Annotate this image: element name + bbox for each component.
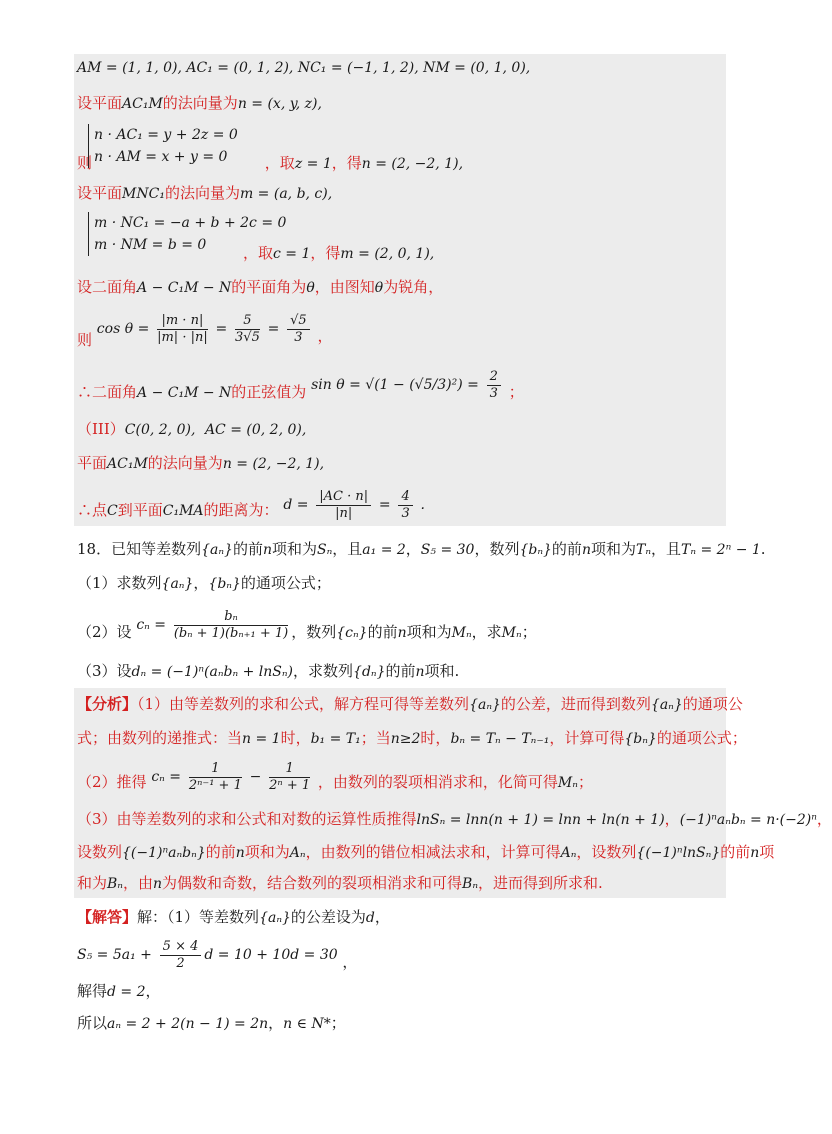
analysis-p1f: ；当 [360,729,391,747]
answer-l1c: ， [374,908,390,926]
analysis-p5c: 为偶数和奇数，结合数列的裂项相消求和可得 [162,874,463,892]
system2-eq2: m · NM = b = 0 [94,237,207,253]
analysis-frac1-num: 1 [189,761,242,778]
analysis-p2b: ，由数列的裂项相消求和，化简可得 [317,773,558,791]
analysis-p1c: 的通项公 [682,695,743,713]
sin-lhs: sin θ = √(1 − (√5/3)²) = [311,377,479,393]
vec-ac: AC = (0, 2, 0), [204,422,307,438]
p18-t6: 项和为 [590,540,636,558]
analysis-p4n: n [235,845,245,861]
analysis-p1e: 时， [280,729,311,747]
analysis-p4c: 项和为 [244,843,290,861]
dist-frac1 [316,489,371,522]
dihedral-line [77,276,443,299]
dist-text1: ∴点 [77,501,108,519]
analysis-An2: Aₙ [560,845,577,861]
analysis-frac2-num: 1 [269,761,310,778]
plane2-normal-line [77,182,332,205]
answer-l3b: d = 2 [107,984,146,1000]
analysis-frac1 [189,761,242,794]
analysis-p5a: 和为 [77,874,108,892]
answer-l2-tail: ， [342,953,358,971]
problem18-stem [77,538,766,561]
analysis-p1g: 时， [420,729,451,747]
analysis-an-2: {aₙ} [650,697,683,713]
analysis-Bn: Bₙ [107,876,123,892]
answer-line3 [77,980,161,1003]
analysis-p5d: ，进而得到所求和. [478,874,603,892]
analysis-prod: (−1)ⁿaₙbₙ = n·(−2)ⁿ [679,812,817,828]
analysis-p5b: ，由 [122,874,153,892]
sin-frac-num: 2 [487,369,501,386]
plane-text1: 平面 [77,454,108,472]
analysis-ln-eq: lnSₙ = lnn(n + 1) = lnn + ln(n + 1) [416,812,665,828]
plane1-text1: 设平面 [77,94,123,112]
q3-tail: 项和. [424,662,460,680]
p18-t4: ，数列 [474,540,520,558]
dist-plane: C₁MA [162,503,204,519]
analysis-bn: {bₙ} [624,731,657,747]
take2-cond: c = 1 [273,246,311,262]
plane2-text2: 的法向量为 [164,184,240,202]
analysis-frac2 [269,761,310,794]
answer-l4e: ； [330,1014,346,1032]
plane2-text1: 设平面 [77,184,123,202]
dist-text2: 到平面 [117,501,163,519]
q2-frac [174,609,288,642]
p18-Sn: Sₙ [317,542,333,558]
dist-frac1-den: |n| [335,505,353,521]
plane1-text2: 的法向量为 [162,94,238,112]
dist-eq: = [378,497,391,513]
analysis-p4b: 的前 [205,843,236,861]
cos-tail: ， [317,327,333,345]
answer-l3c: ， [145,982,161,1000]
plane2-name: MNC₁ [122,186,165,202]
plane1-name: AC₁M [122,96,163,112]
cos-frac3-num: √5 [287,313,310,330]
dihedral-text4: 为锐角， [383,278,444,296]
analysis-Mn: Mₙ [557,775,578,791]
q2-text: （2）设 [77,623,132,641]
p18-an: {aₙ} [201,542,233,558]
dihedral-angle: A − C₁M − N [137,280,232,296]
q2-frac-num: bₙ [174,609,288,626]
q3-t2: 的前 [385,662,416,680]
take-cond: z = 1 [294,156,332,172]
p18-num: 18．已知等差数列 [77,540,202,558]
then-label: 则 [77,154,93,172]
analysis-line1 [77,693,743,716]
analysis-sep: ， [664,810,680,828]
q1-sep: ， [193,574,209,592]
analysis-line2 [77,727,747,750]
q2-frac-den: (bₙ + 1)(bₙ₊₁ + 1) [173,625,289,641]
analysis-p5n: n [153,876,163,892]
dist-tail: . [420,497,425,513]
dist-text3: 的距离为： [203,501,279,519]
q2-n: n [397,625,407,641]
take2-text: ，取 [243,244,274,262]
cos-frac1-den: |m| · |n| [157,329,208,345]
theta-symbol-2: θ [374,280,384,296]
answer-line2 [77,934,357,975]
analysis-p1i: 的通项公式； [656,729,747,747]
answer-frac [160,939,202,972]
system1-result-line [77,152,463,175]
vectors-text: AM = (1, 1, 0), AC₁ = (0, 1, 2), NC₁ = (−1, 1, 2), NM = (0, 1, 0), [77,60,531,76]
sin-line [77,364,524,405]
cos-eq2: = [267,321,280,337]
plane2-normal-vec: m = (a, b, c), [239,186,333,202]
dihedral-text3: ，由图知 [314,278,375,296]
sin-prefix: ∴二面角 [77,383,138,401]
system1-eq1: n · AC₁ = y + 2z = 0 [94,127,238,143]
plane1-normal-vec: n = (x, y, z), [237,96,322,112]
q2-t2: 的前 [367,623,398,641]
sin-angle: A − C₁M − N [137,385,232,401]
p18-bn: {bₙ} [519,542,552,558]
p18-Tn: Tₙ [635,542,651,558]
dist-frac2-num: 4 [398,489,412,506]
normal-n-result: n = (2, −2, 1), [361,156,464,172]
cos-frac1-num: |m · n| [157,313,208,330]
analysis-n2: n≥2 [390,731,421,747]
q3-def: dₙ = (−1)ⁿ(aₙbₙ + lnSₙ) [131,664,294,680]
analysis-p4e: ，设数列 [576,843,637,861]
get2-text: ，得 [310,244,341,262]
answer-l1b: 的公差设为 [290,908,366,926]
analysis-p4g: 项 [759,843,775,861]
analysis-p4f: 的前 [720,843,751,861]
q1-a: {aₙ} [161,576,194,592]
system1-eq2: n · AM = x + y = 0 [94,149,228,165]
p18-sep: ， [405,540,421,558]
q2-c: {cₙ} [336,625,368,641]
analysis-p4d: ，由数列的错位相减法求和，计算可得 [305,843,561,861]
answer-l4d: n ∈ N* [283,1016,331,1032]
q3-n: n [415,664,425,680]
vectors-line [77,56,530,79]
part3-label: （III） [77,420,125,438]
cos-frac2-num: 5 [235,313,260,330]
p18-t1: 的前 [232,540,263,558]
cos-frac2 [235,313,260,346]
q2-tail: ； [521,623,537,641]
plane-normal-line [77,452,324,475]
cos-frac2-den: 3√5 [235,329,260,345]
q1-b: {bₙ} [208,576,241,592]
analysis-n1: n = 1 [242,731,281,747]
q2-lhs: cₙ = [136,617,167,633]
q2-M: Mₙ [451,625,472,641]
analysis-bn-rec: bₙ = Tₙ − Tₙ₋₁ [450,731,550,747]
dihedral-text2: 的平面角为 [231,278,307,296]
answer-frac-num: 5 × 4 [160,939,202,956]
problem18-q1 [77,572,331,595]
p18-t5: 的前 [551,540,582,558]
analysis-p4a: 设数列 [77,843,123,861]
analysis-p1h: ，计算可得 [549,729,625,747]
p18-t7: ，且 [651,540,682,558]
dist-point: C [107,503,118,519]
analysis-Bn2: Bₙ [462,876,479,892]
dist-frac1-num: |AC · n| [316,489,371,506]
problem18-q3 [77,660,459,683]
q2-M2: Mₙ [501,625,522,641]
analysis-p1b: 的公差，进而得到数列 [500,695,651,713]
q3-d: {dₙ} [353,664,386,680]
dihedral-text1: 设二面角 [77,278,138,296]
analysis-p1a: （1）由等差数列的求和公式，解方程可得等差数列 [137,695,470,713]
answer-l4b: aₙ = 2 + 2(n − 1) = 2n [107,1016,269,1032]
answer-d: d [365,910,375,926]
analysis-p1d: 式；由数列的递推式：当 [77,729,243,747]
answer-line1 [77,906,390,929]
analysis-line5 [77,841,774,864]
p18-Tdef: Tₙ = 2ⁿ − 1 [681,542,761,558]
analysis-seq1: {(−1)ⁿaₙbₙ} [122,845,206,861]
dist-lhs: d = [283,497,309,513]
system2-eq1: m · NC₁ = −a + b + 2c = 0 [94,215,287,231]
analysis-frac1-den: 2ⁿ⁻¹ + 1 [188,777,242,793]
analysis-p2c: ； [577,773,593,791]
dist-frac2 [398,489,412,522]
analysis-c-lhs: cₙ = [151,769,182,785]
answer-l2-lhs: S₅ = 5a₁ + [77,947,152,963]
cos-frac1 [157,313,208,346]
answer-l4c: ， [268,1014,284,1032]
analysis-b1: b₁ = T₁ [310,731,361,747]
plane-name: AC₁M [107,456,148,472]
dist-frac2-den: 3 [401,505,410,521]
answer-l2-rhs: d = 10 + 10d = 30 [204,947,338,963]
p18-S5: S₅ = 30 [420,542,475,558]
q3-t1: ，求数列 [293,662,354,680]
plane1-normal-line [77,92,322,115]
p18-end: . [760,540,766,558]
answer-l3a: 解得 [77,982,108,1000]
analysis-p3a: （3）由等差数列的求和公式和对数的运算性质推得 [77,810,417,828]
q2-t1: ，数列 [291,623,337,641]
analysis-an: {aₙ} [469,697,501,713]
cos-line [77,308,333,349]
problem18-q2 [77,604,537,645]
analysis-minus: − [249,769,262,785]
answer-line4 [77,1012,346,1035]
p18-n: n [262,542,272,558]
normal-m-result: m = (2, 0, 1), [340,246,435,262]
analysis-line6 [77,872,603,895]
then-label-2: 则 [77,331,93,349]
q3-text: （3）设 [77,662,132,680]
analysis-An: Aₙ [289,845,306,861]
analysis-seq2: {(−1)ⁿlnSₙ} [636,845,721,861]
p18-a1: a₁ = 2 [362,542,406,558]
analysis-p3b: ， [816,810,832,828]
sin-frac-den: 3 [489,385,498,401]
point-c: C(0, 2, 0), [124,422,196,438]
analysis-line3 [77,756,593,797]
part3-line [77,418,306,441]
distance-line [77,486,425,523]
sin-tail: ； [508,383,524,401]
sin-frac [487,369,501,402]
answer-label: 【解答】 [77,908,138,926]
cos-frac3 [287,313,310,346]
answer-an: {aₙ} [259,910,291,926]
plane-text2: 的法向量为 [147,454,223,472]
theta-symbol: θ [306,280,315,296]
p18-t2: 项和为 [271,540,317,558]
q1-tail: 的通项公式； [240,574,331,592]
analysis-label: 【分析】 [77,695,138,713]
answer-l4a: 所以 [77,1014,108,1032]
cos-frac3-den: 3 [294,329,303,345]
analysis-p2a: （2）推得 [77,773,147,791]
p18-t3: ，且 [332,540,363,558]
sin-text: 的正弦值为 [231,383,307,401]
q2-t4: ，求 [471,623,502,641]
take-text: ，取 [264,154,295,172]
cos-eq1: = [215,321,228,337]
cos-lhs: cos θ = [96,321,150,337]
q2-t3: 项和为 [406,623,452,641]
system2-result-line [243,242,434,265]
get-text: ，得 [331,154,362,172]
analysis-line4 [77,808,832,831]
analysis-p4n-2: n [750,845,760,861]
answer-l1a: 解：（1）等差数列 [137,908,260,926]
answer-frac-den: 2 [176,955,185,971]
p18-n2: n [581,542,591,558]
q1-text: （1）求数列 [77,574,162,592]
plane-normal-vec: n = (2, −2, 1), [222,456,325,472]
analysis-frac2-den: 2ⁿ + 1 [269,777,311,793]
